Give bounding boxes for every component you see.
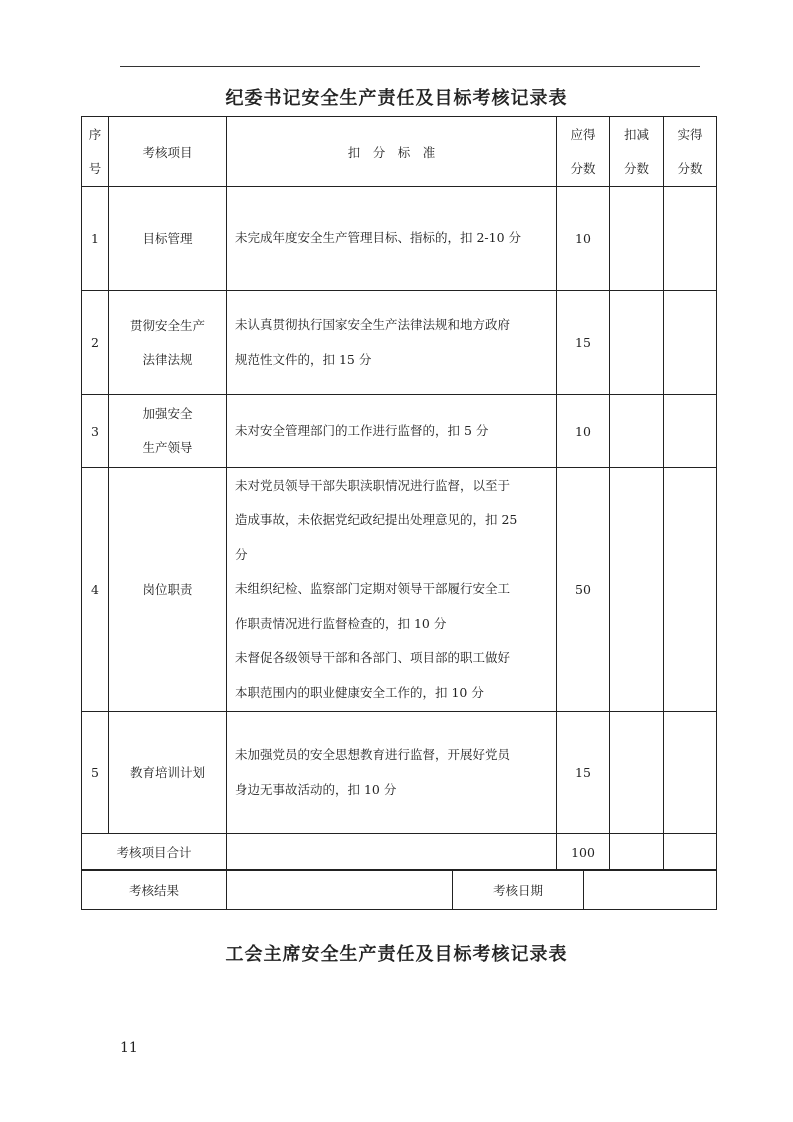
row-item: [109, 187, 227, 291]
result-value: [227, 870, 453, 910]
row-standard: [227, 395, 557, 468]
total-standard-blank: [227, 834, 557, 871]
header-deduct-line1: 扣减: [623, 126, 649, 142]
header-row: [82, 117, 717, 187]
row-standard-line: 未对党员领导干部失职渎职情况进行监督，以至于: [235, 477, 511, 493]
row-due-score: 10: [557, 395, 610, 468]
row-item-line: 法律法规: [142, 351, 193, 367]
date-label: 考核日期: [453, 870, 584, 910]
result-row: [82, 870, 717, 910]
row-standard: [227, 468, 557, 712]
row-item-line: 目标管理: [142, 230, 193, 246]
row-seq: 2: [82, 291, 109, 395]
header-due-score: [557, 117, 610, 187]
row-standard-line: 身边无事故活动的，扣 10 分: [235, 781, 397, 797]
row-deduct-score: [610, 187, 664, 291]
row-deduct-score: [610, 468, 664, 712]
result-table: [81, 869, 717, 910]
row-item: [109, 395, 227, 468]
result-label: 考核结果: [82, 870, 227, 910]
row-standard-line: 造成事故，未依据党纪政纪提出处理意见的，扣 25: [235, 512, 518, 528]
table-row: [82, 712, 717, 834]
row-standard-line: 本职范围内的职业健康安全工作的，扣 10 分: [235, 684, 484, 700]
header-deduct-score: [610, 117, 664, 187]
row-due-score: 10: [557, 187, 610, 291]
row-item-line: 贯彻安全生产: [129, 317, 205, 333]
table-row: [82, 187, 717, 291]
table-row: [82, 291, 717, 395]
row-actual-score: [664, 187, 717, 291]
table-row: [82, 468, 717, 712]
row-standard: [227, 291, 557, 395]
row-standard-line: 未对安全管理部门的工作进行监督的，扣 5 分: [235, 422, 489, 438]
row-item: [109, 712, 227, 834]
row-seq: 5: [82, 712, 109, 834]
header-actual-score: [664, 117, 717, 187]
row-standard-line: 未督促各级领导干部和各部门、项目部的职工做好: [235, 650, 511, 666]
row-standard-line: 未加强党员的安全思想教育进行监督，开展好党员: [235, 747, 511, 762]
row-standard-line: 未组织纪检、监察部门定期对领导干部履行安全工: [235, 581, 511, 597]
row-standard-line: 未完成年度安全生产管理目标、指标的，扣 2-10 分: [235, 230, 522, 246]
row-actual-score: [664, 468, 717, 712]
row-due-score: 15: [557, 712, 610, 834]
row-item: [109, 291, 227, 395]
row-due-score: 50: [557, 468, 610, 712]
row-standard: [227, 712, 557, 834]
header-seq: [82, 117, 109, 187]
date-value: [584, 870, 717, 910]
header-standard: 扣 分 标 准: [227, 117, 557, 187]
header-actual-line2: 分数: [677, 160, 703, 176]
row-standard-line: 规范性文件的，扣 15 分: [235, 351, 372, 367]
row-deduct-score: [610, 395, 664, 468]
row-standard-line: 未认真贯彻执行国家安全生产法律法规和地方政府: [235, 317, 511, 332]
next-section-title: 工会主席安全生产责任及目标考核记录表: [225, 944, 568, 965]
page-title: 纪委书记安全生产责任及目标考核记录表: [225, 88, 568, 109]
row-seq: 3: [82, 395, 109, 468]
total-label: 考核项目合计: [82, 834, 227, 871]
row-actual-score: [664, 712, 717, 834]
total-deduct-blank: [610, 834, 664, 871]
row-deduct-score: [610, 712, 664, 834]
header-rule: [120, 66, 700, 67]
total-row: [82, 834, 717, 871]
total-score: 100: [557, 834, 610, 871]
header-seq-line1: 序: [88, 126, 102, 142]
assessment-table: [81, 116, 717, 871]
row-deduct-score: [610, 291, 664, 395]
header-seq-line2: 号: [88, 160, 102, 176]
row-item-line: 加强安全: [142, 406, 193, 421]
header-due-line2: 分数: [570, 160, 596, 176]
total-actual-blank: [664, 834, 717, 871]
header-due-line1: 应得: [570, 126, 596, 142]
row-item-line: 教育培训计划: [129, 764, 205, 780]
row-standard-line: 作职责情况进行监督检查的，扣 10 分: [235, 615, 447, 631]
header-actual-line1: 实得: [677, 126, 703, 142]
row-due-score: 15: [557, 291, 610, 395]
header-item: 考核项目: [109, 117, 227, 187]
row-item-line: 岗位职责: [142, 581, 193, 597]
row-seq: 1: [82, 187, 109, 291]
row-standard-line: 分: [235, 546, 248, 562]
row-actual-score: [664, 291, 717, 395]
row-item-line: 生产领导: [142, 440, 193, 455]
row-item: [109, 468, 227, 712]
header-deduct-line2: 分数: [623, 160, 649, 176]
table-row: [82, 395, 717, 468]
row-actual-score: [664, 395, 717, 468]
row-standard: [227, 187, 557, 291]
page-number: 11: [120, 1040, 138, 1056]
row-seq: 4: [82, 468, 109, 712]
